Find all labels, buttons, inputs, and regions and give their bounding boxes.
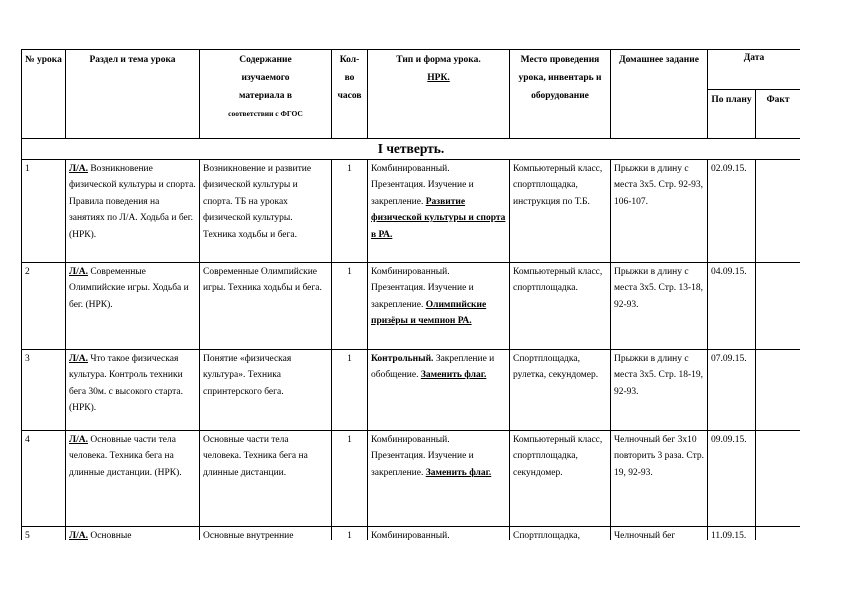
row-date-fact <box>756 263 801 350</box>
topic-text: Что такое физическая культура. Контроль техники бега 30м. с высокого старта. (НРК). <box>69 354 183 414</box>
type-nrk: Олимпийские призёры и чемпион РА. <box>371 299 487 327</box>
quarter-title: I четверть. <box>22 139 801 160</box>
row-topic <box>66 350 200 431</box>
row-hours: 1 <box>332 350 368 431</box>
table-row <box>22 527 801 541</box>
row-topic <box>66 263 200 350</box>
row-homework: Челночный бег <box>611 527 708 541</box>
row-hours: 1 <box>332 160 368 263</box>
row-date-fact <box>756 350 801 431</box>
type-text: Комбинированный. Презентация. Изучение и закрепление. <box>371 267 474 310</box>
row-content: Понятие «физическая культура». Техника спринтерского бега. <box>200 350 332 431</box>
row-topic <box>66 527 200 541</box>
topic-prefix: Л/А. <box>69 267 88 277</box>
header-place: Место проведения урока, инвентарь и оборудование <box>510 50 611 139</box>
lesson-plan-table <box>21 49 800 540</box>
row-num: 4 <box>22 431 66 527</box>
topic-text: Основные <box>87 531 132 540</box>
row-content: Возникновение и развитие физической культуры и спорта. ТБ на уроках физической культуры. Техника ходьбы и бега. <box>200 160 332 263</box>
type-text: Комбинированный. Презентация. Изучение и закрепление. <box>371 435 474 478</box>
row-topic <box>66 160 200 263</box>
type-nrk: Заменить флаг. <box>420 370 487 381</box>
row-date-plan: 11.09.15. <box>708 527 756 541</box>
topic-prefix: Л/А. <box>69 435 88 445</box>
type-nrk: Развитие физической культуры и спорта в РА. <box>371 196 506 240</box>
row-num: 2 <box>22 263 66 350</box>
row-place: Компьютерный класс, спортплощадка, секундомер. <box>510 431 611 527</box>
header-section: Раздел и тема урока <box>66 50 200 139</box>
row-place: Спортплощадка, рулетка, секундомер. <box>510 350 611 431</box>
type-nrk: Заменить флаг. <box>425 467 492 478</box>
header-date: Дата <box>708 50 801 90</box>
topic-text: Современные Олимпийские игры. Ходьба и бег. (НРК). <box>69 267 189 310</box>
row-type <box>368 263 510 350</box>
header-num: № урока <box>22 50 66 139</box>
header-content <box>200 50 332 139</box>
header-content-line1: Содержание <box>239 55 292 65</box>
header-hours: Кол-во часов <box>332 50 368 139</box>
row-num: 1 <box>22 160 66 263</box>
type-text: Комбинированный. Презентация. Изучение и закрепление. <box>371 164 474 207</box>
row-date-fact <box>756 527 801 541</box>
topic-prefix: Л/А. <box>69 354 88 364</box>
header-date-fact: Факт <box>756 89 801 138</box>
header-date-plan: По плану <box>708 89 756 138</box>
row-content: Современные Олимпийские игры. Техника ходьбы и бега. <box>200 263 332 350</box>
row-homework: Прыжки в длину с места 3х5. Стр. 13-18, 92-93. <box>611 263 708 350</box>
row-place: Компьютерный класс, спортплощадка, инструкция по Т.Б. <box>510 160 611 263</box>
row-date-plan: 07.09.15. <box>708 350 756 431</box>
type-bold: Контрольный. <box>371 354 434 364</box>
table-row <box>22 160 801 263</box>
header-row <box>22 50 801 90</box>
topic-text: Основные части тела человека. Техника бега на длинные дистанции. (НРК). <box>69 435 182 478</box>
table-row <box>22 263 801 350</box>
row-num: 5 <box>22 527 66 541</box>
topic-prefix: Л/А. <box>69 531 88 540</box>
row-homework: Прыжки в длину с места 3х5. Стр. 18-19, 92-93. <box>611 350 708 431</box>
type-text: Комбинированный. <box>371 531 450 540</box>
header-type <box>368 50 510 139</box>
row-num: 3 <box>22 350 66 431</box>
row-type <box>368 350 510 431</box>
lesson-plan-sheet <box>21 49 800 540</box>
header-content-line2: изучаемого <box>241 73 290 83</box>
row-hours: 1 <box>332 527 368 541</box>
row-date-fact <box>756 431 801 527</box>
table-row <box>22 431 801 527</box>
row-type <box>368 431 510 527</box>
row-topic <box>66 431 200 527</box>
row-date-plan: 09.09.15. <box>708 431 756 527</box>
table-row <box>22 350 801 431</box>
header-homework: Домашнее задание <box>611 50 708 139</box>
topic-prefix: Л/А. <box>69 164 88 174</box>
quarter-row <box>22 139 801 160</box>
row-date-fact <box>756 160 801 263</box>
row-hours: 1 <box>332 431 368 527</box>
row-place: Спортплощадка, <box>510 527 611 541</box>
row-content: Основные части тела человека. Техника бега на длинные дистанции. <box>200 431 332 527</box>
header-type-nrk: НРК. <box>427 73 450 83</box>
header-content-line4: соответствии с ФГОС <box>228 109 303 118</box>
row-date-plan: 04.09.15. <box>708 263 756 350</box>
row-type <box>368 527 510 541</box>
topic-text: Возникновение физической культуры и спорта. Правила поведения на занятиях по Л/А. Ходьба и бег. (НРК). <box>69 164 196 240</box>
row-place: Компьютерный класс, спортплощадка. <box>510 263 611 350</box>
header-type-line1: Тип и форма урока. <box>396 55 481 65</box>
row-type <box>368 160 510 263</box>
row-hours: 1 <box>332 263 368 350</box>
row-date-plan: 02.09.15. <box>708 160 756 263</box>
row-homework: Прыжки в длину с места 3х5. Стр. 92-93, 106-107. <box>611 160 708 263</box>
header-content-line3: материала в <box>239 91 292 101</box>
row-homework: Челночный бег 3х10 повторить 3 раза. Стр. 19, 92-93. <box>611 431 708 527</box>
type-text: Закрепление и обобщение. <box>371 354 495 381</box>
row-content: Основные внутренние <box>200 527 332 541</box>
